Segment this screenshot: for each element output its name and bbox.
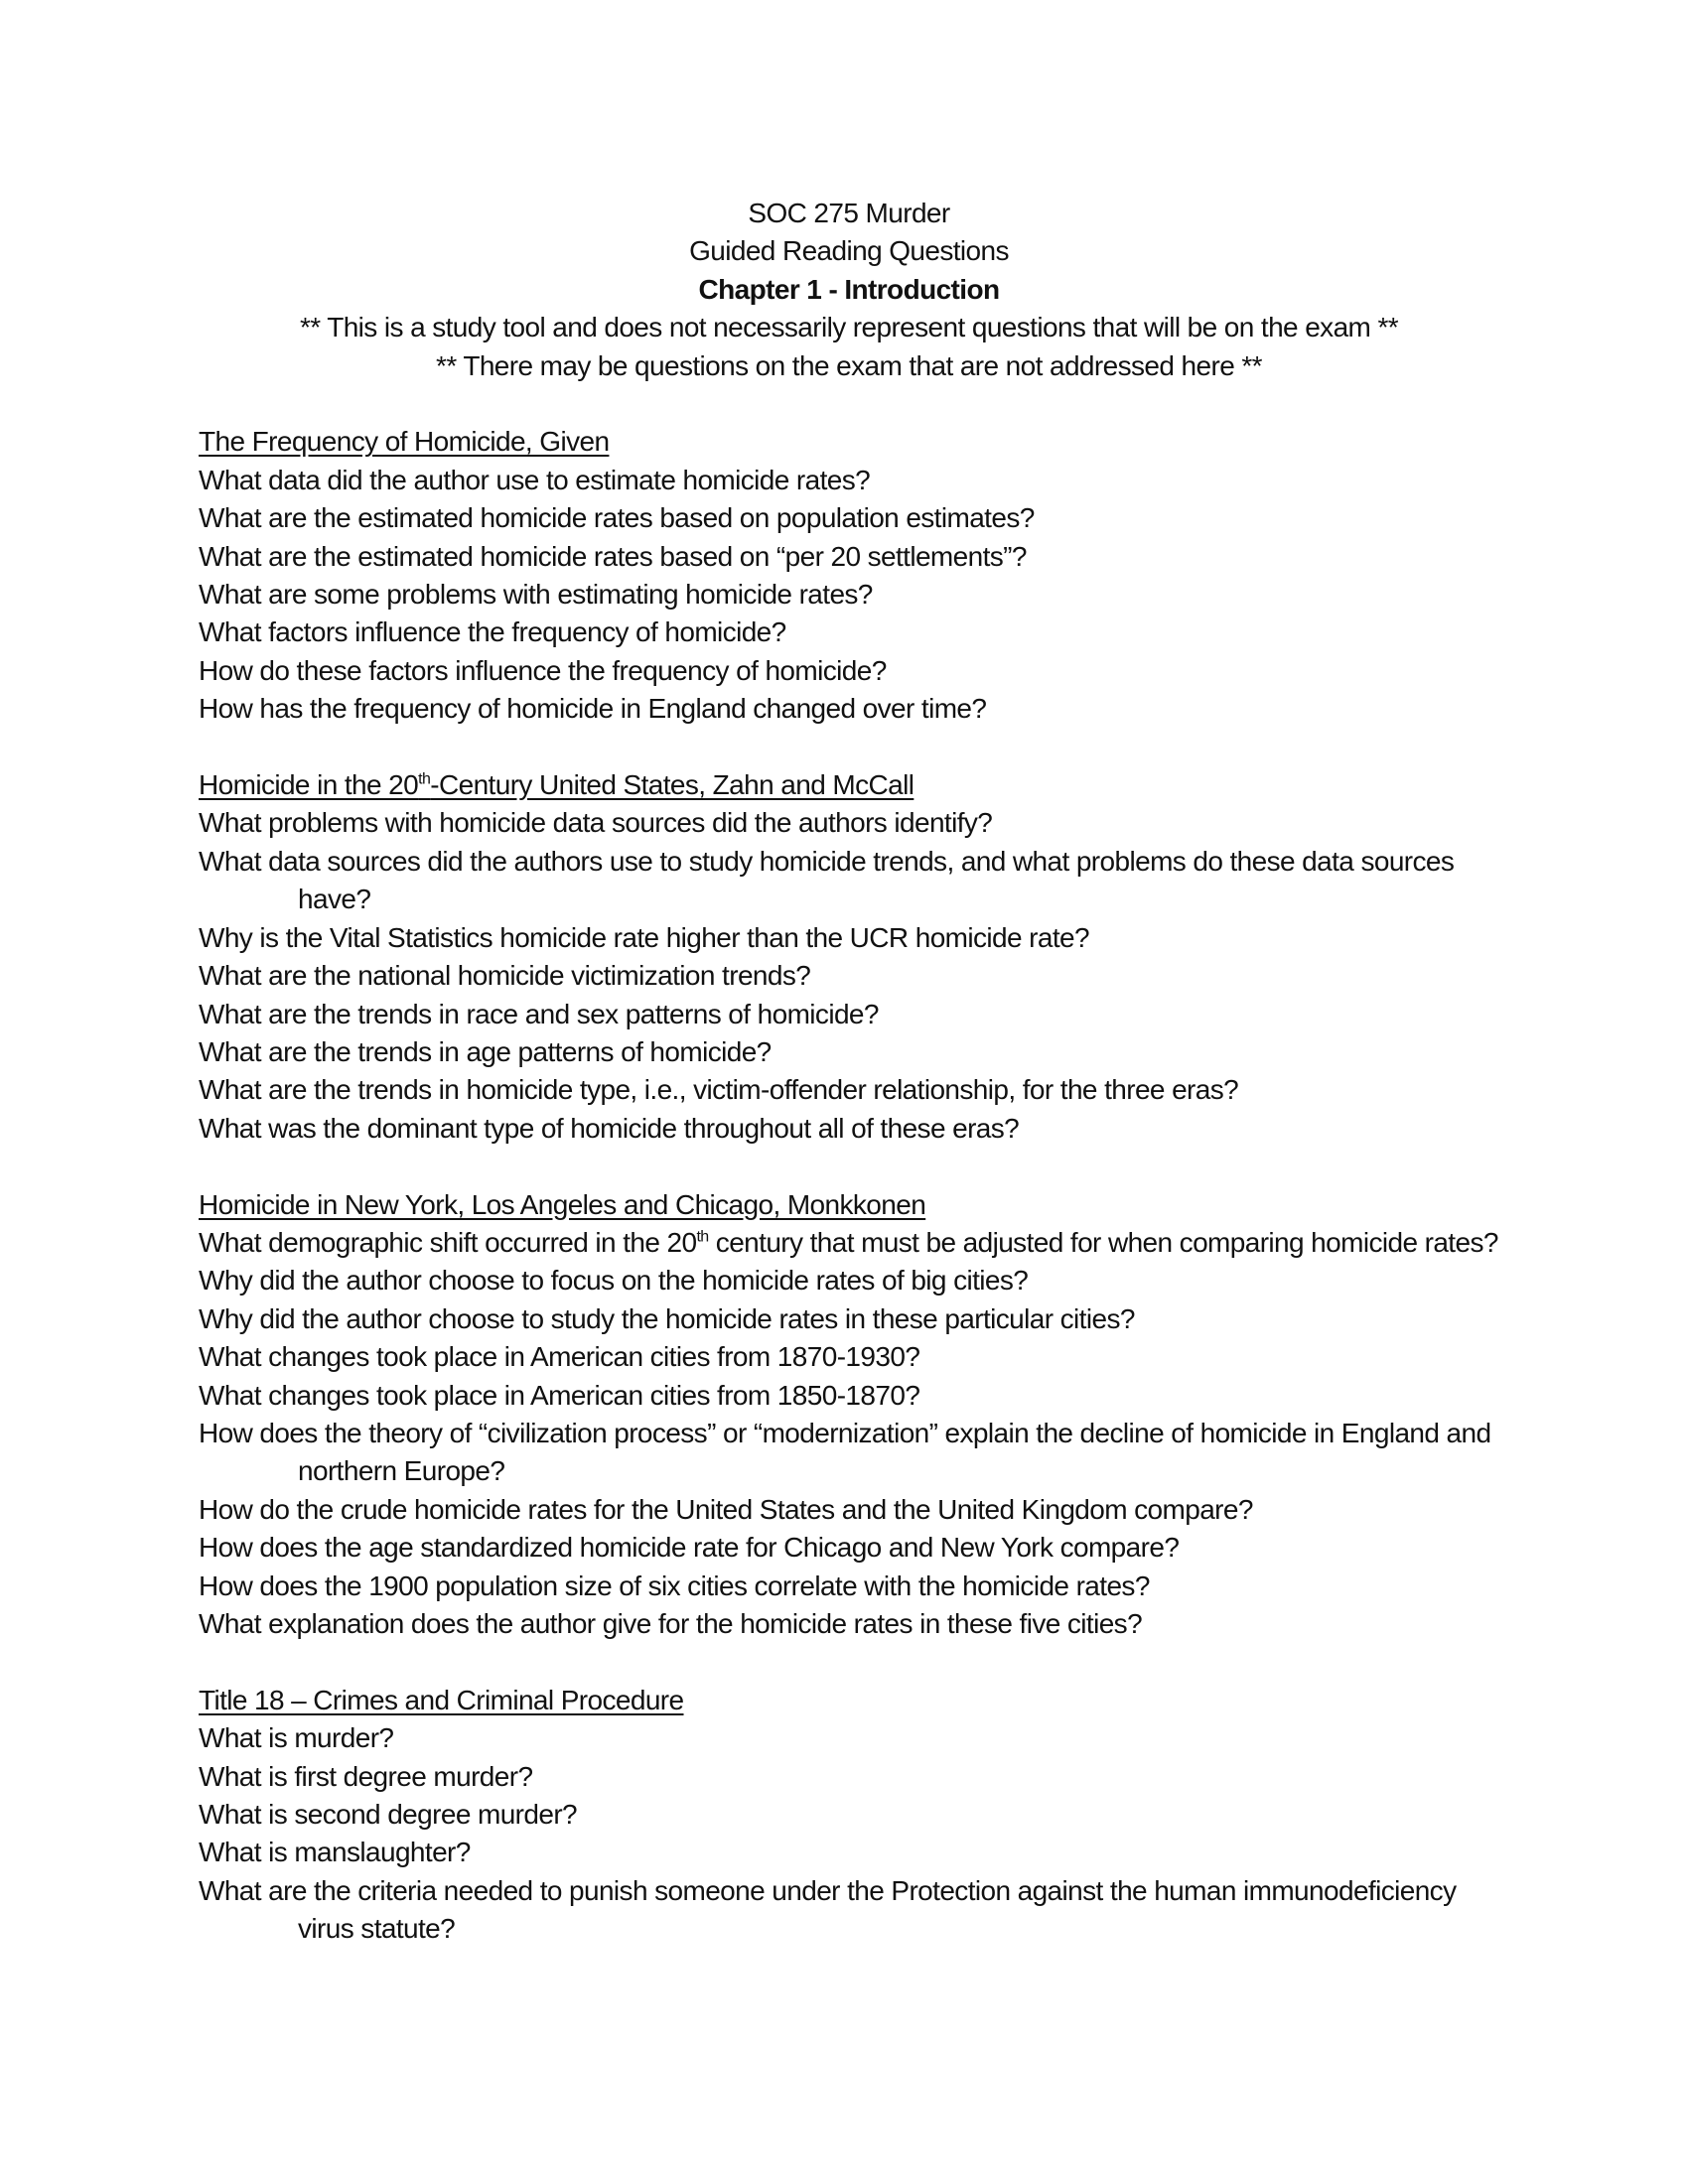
section-20th-century-united-states xyxy=(199,766,1499,1148)
question-item: What is manslaughter? xyxy=(199,1837,471,1868)
chapter-title: Chapter 1 - Introduction xyxy=(698,273,1000,305)
question-item: What are the estimated homicide rates based on population estimates? xyxy=(199,502,1035,534)
question-text: century that must be adjusted for when comparing homicide rates? xyxy=(708,1226,1498,1258)
question-item: How does the 1900 population size of six cities correlate with the homicide rates? xyxy=(199,1570,1150,1601)
question-item: Why did the author choose to study the homicide rates in these particular cities? xyxy=(199,1302,1135,1334)
question-item: What was the dominant type of homicide throughout all of these eras? xyxy=(199,1112,1020,1144)
question-item: What are the trends in age patterns of homicide? xyxy=(199,1035,772,1067)
question-item: What is murder? xyxy=(199,1722,394,1754)
section-frequency-of-homicide xyxy=(199,423,1499,728)
document-subtitle: Guided Reading Questions xyxy=(689,235,1009,267)
question-item: How does the age standardized homicide rate for Chicago and New York compare? xyxy=(199,1532,1180,1564)
document-page xyxy=(199,195,1499,1949)
question-item: What are the criteria needed to punish someone under the Protection against the human immunodeficiency virus statute? xyxy=(199,1874,1457,1945)
question-item: What are the trends in race and sex patterns of homicide? xyxy=(199,998,879,1029)
section-title-text: -Century United States, Zahn and McCall xyxy=(430,769,914,801)
document-header xyxy=(199,195,1499,385)
question-item: How do the crude homicide rates for the United States and the United Kingdom compare? xyxy=(199,1493,1253,1525)
question-item: What are the national homicide victimization trends? xyxy=(199,960,811,992)
question-item xyxy=(199,1224,1499,1262)
study-tool-note: ** This is a study tool and does not necessarily represent questions that will be on the exam ** xyxy=(299,312,1399,343)
question-item: What are some problems with estimating homicide rates? xyxy=(199,579,873,611)
question-item: What data sources did the authors use to study homicide trends, and what problems do these data sources have? xyxy=(199,845,1455,915)
exam-coverage-note: ** There may be questions on the exam that are not addressed here ** xyxy=(436,349,1262,381)
question-item: How do these factors influence the frequency of homicide? xyxy=(199,654,887,686)
question-item: What explanation does the author give for the homicide rates in these five cities? xyxy=(199,1607,1143,1639)
question-item: What is second degree murder? xyxy=(199,1799,578,1830)
question-item: What data did the author use to estimate homicide rates? xyxy=(199,464,871,495)
question-item: What problems with homicide data sources did the authors identify? xyxy=(199,807,993,839)
question-item: What are the trends in homicide type, i.e., victim-offender relationship, for the three eras? xyxy=(199,1074,1239,1106)
ordinal-suffix: th xyxy=(696,1228,709,1246)
question-item: What is first degree murder? xyxy=(199,1760,533,1792)
section-title xyxy=(199,766,1499,804)
question-item: What factors influence the frequency of homicide? xyxy=(199,616,786,648)
section-title: Homicide in New York, Los Angeles and Chicago, Monkkonen xyxy=(199,1188,926,1220)
question-text: What demographic shift occurred in the 20 xyxy=(199,1226,697,1258)
question-item: How does the theory of “civilization process” or “modernization” explain the decline of homicide in England and northern Europe? xyxy=(199,1417,1491,1487)
section-title: Title 18 – Crimes and Criminal Procedure xyxy=(199,1684,684,1715)
question-item: What are the estimated homicide rates based on “per 20 settlements”? xyxy=(199,540,1027,572)
section-title-18-crimes xyxy=(199,1682,1499,1949)
section-title: The Frequency of Homicide, Given xyxy=(199,426,610,458)
course-title: SOC 275 Murder xyxy=(748,198,950,228)
ordinal-suffix: th xyxy=(418,770,431,788)
section-new-york-los-angeles-chicago xyxy=(199,1186,1499,1644)
question-item: Why is the Vital Statistics homicide rate higher than the UCR homicide rate? xyxy=(199,921,1089,953)
section-title-text: Homicide in the 20 xyxy=(199,769,419,801)
question-item: What changes took place in American cities from 1870-1930? xyxy=(199,1341,920,1373)
question-item: How has the frequency of homicide in England changed over time? xyxy=(199,693,987,725)
question-item: Why did the author choose to focus on the homicide rates of big cities? xyxy=(199,1265,1029,1297)
question-item: What changes took place in American cities from 1850-1870? xyxy=(199,1379,920,1411)
